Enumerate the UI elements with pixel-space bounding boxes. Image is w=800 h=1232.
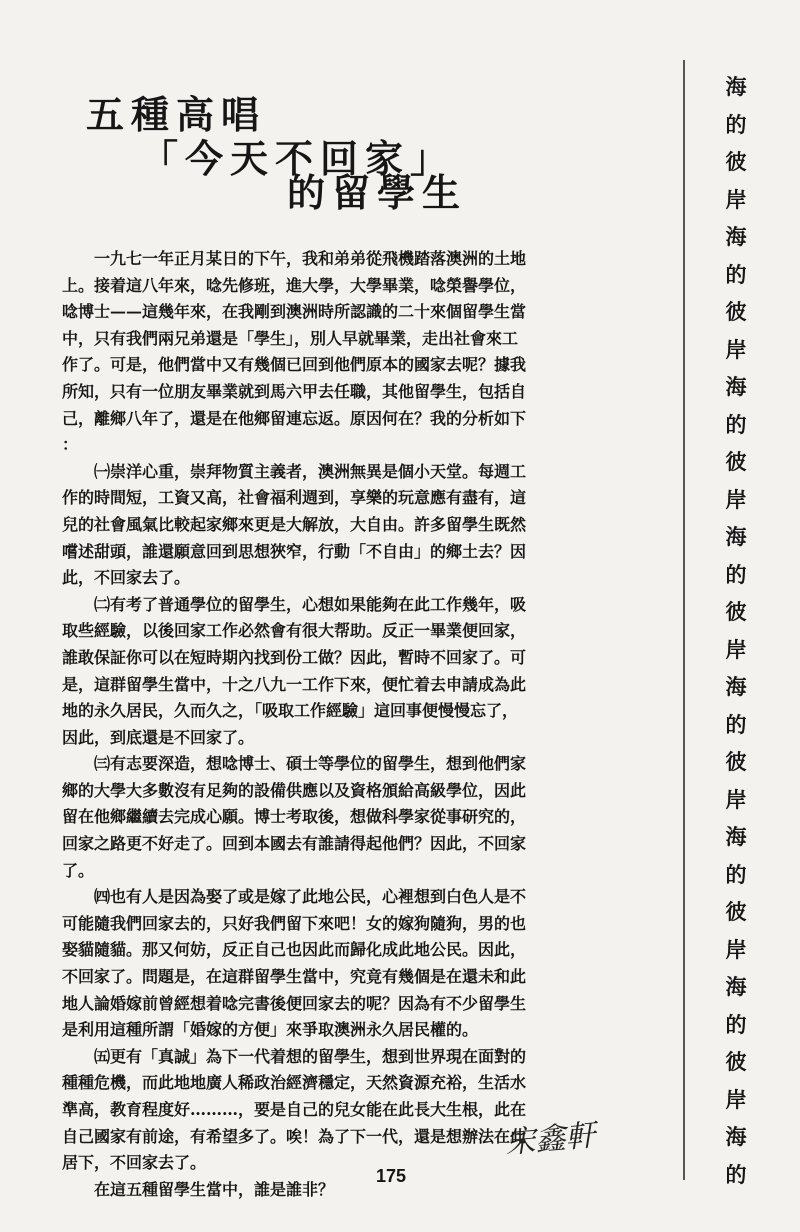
side-tab-char: 的 [725, 1011, 747, 1037]
body-line: 此，不回家去了。 [62, 568, 191, 588]
body-line: 唸博士——這幾年來，在我剛到澳洲時所認識的二十來個留學生當 [62, 302, 527, 322]
section-side-tab [713, 68, 759, 1193]
body-line: 回家之路更不好走了。回到本國去有誰請得起他們？因此，不回家 [62, 834, 527, 854]
side-tab-char: 岸 [725, 186, 747, 212]
body-line: 上。接着這八年來，唸先修班，進大學，大學畢業，唸榮譽學位， [62, 275, 527, 295]
side-tab-char: 岸 [725, 636, 747, 662]
body-line: 不回家了。問題是，在這群留學生當中，究竟有幾個是在還未和此 [62, 967, 527, 987]
body-line: 兒的社會風氣比較起家鄉來更是大解放，大自由。許多留學生既然 [62, 514, 527, 534]
body-line: 地的永久居民，久而久之，「吸取工作經驗」這回事便慢慢忘了， [62, 701, 519, 721]
side-tab-char: 海 [725, 674, 747, 699]
side-tab-char: 的 [725, 111, 747, 137]
body-line: ㈣也有人是因為娶了或是嫁了此地公民，心裡想到白色人是不 [62, 887, 527, 907]
body-line: ㈤更有「真誠」為下一代着想的留學生，想到世界現在面對的 [62, 1046, 527, 1066]
side-tab-char: 彼 [725, 149, 747, 174]
side-tab-char: 的 [725, 261, 747, 287]
title-line-2: 「今天不回家」 [140, 136, 456, 181]
side-tab-char: 岸 [725, 936, 747, 962]
side-tab-char: 岸 [725, 786, 747, 812]
side-tab-char: 海 [725, 824, 747, 849]
body-line: 是利用這種所謂「婚嫁的方便」來爭取澳洲永久居民權的。 [62, 1020, 479, 1040]
side-tab-char: 海 [725, 524, 747, 549]
side-tab-char: 海 [725, 974, 747, 999]
side-tab-char: 岸 [725, 486, 747, 512]
page-number: 175 [376, 1166, 407, 1186]
body-line: 是，這群留學生當中，十之八九一工作下來，便忙着去申請成為此 [62, 674, 527, 694]
body-line: 一九七一年正月某日的下午，我和弟弟從飛機踏落澳洲的土地 [62, 249, 527, 268]
body-line: 中，只有我們兩兄弟還是「學生」，別人早就畢業，走出社會來工 [62, 328, 519, 348]
title-line-1: 五種高唱 [86, 92, 267, 137]
side-tab-char: 的 [725, 561, 747, 587]
body-line: 取些經驗，以後回家工作必然會有很大帮助。反正一畢業便回家， [62, 621, 527, 641]
side-tab-char: 的 [725, 411, 747, 437]
body-line: 留在他鄉繼續去完成心願。博士考取後，想做科學家從事研究的， [62, 807, 527, 827]
body-line: 誰敢保証你可以在短時期內找到份工做？因此，暫時不回家了。可 [62, 647, 527, 667]
side-tab-char: 彼 [725, 449, 747, 474]
body-line: 在這五種留學生當中，誰是誰非？ [62, 1179, 335, 1199]
body-line: 居下，不回家去了。 [62, 1153, 207, 1173]
body-line: 嚐述甜頭，誰還願意回到思想狹窄，行動「不自由」的鄉土去？因 [62, 541, 527, 561]
body-line: ㈢有志要深造，想唸博士、碩士等學位的留學生，想到他們家 [62, 754, 527, 774]
body-line: ㈠崇洋心重，崇拜物質主義者，澳洲無異是個小天堂。每週工 [62, 461, 527, 481]
body-line: 自己國家有前途，有希望多了。唉！為了下一代，還是想辦法在此 [62, 1126, 527, 1146]
side-tab-char: 海 [725, 1124, 747, 1149]
body-line: 了。 [62, 860, 95, 880]
side-tab-char: 岸 [725, 1086, 747, 1112]
article-body [62, 246, 652, 1203]
body-line: 娶貓隨貓。那又何妨，反正自己也因此而歸化成此地公民。因此， [62, 940, 527, 960]
side-tab-char: 的 [725, 861, 747, 887]
side-tab-char: 的 [725, 711, 747, 737]
body-line: ㈡有考了普通學位的留學生，心想如果能夠在此工作幾年，吸 [62, 594, 527, 614]
side-tab-char: 彼 [725, 899, 747, 924]
side-tab-char: 彼 [725, 299, 747, 324]
body-line: 地人論婚嫁前曾經想着唸完書後便回家去的呢？因為有不少留學生 [62, 993, 527, 1013]
side-tab-char: 岸 [725, 336, 747, 362]
body-line: 鄉的大學大多數沒有足夠的設備供應以及資格頒給高級學位，因此 [62, 780, 527, 800]
side-tab-char: 海 [725, 224, 747, 249]
body-line: 作的時間短，工資又高，社會福利週到，享樂的玩意應有盡有，這 [62, 488, 527, 508]
side-tab-char: 海 [725, 374, 747, 399]
body-line: 己，離鄉八年了，還是在他鄉留連忘返。原因何在？我的分析如下 [62, 408, 527, 428]
side-tab-char: 彼 [725, 599, 747, 624]
body-line: ： [62, 435, 79, 455]
title-line-3: 的留學生 [287, 170, 468, 215]
margin-divider [683, 60, 685, 1180]
body-line: 種種危機，而此地地廣人稀政治經濟穩定，天然資源充裕，生活水 [62, 1073, 527, 1093]
body-line: 因此，到底還是不回家了。 [62, 727, 255, 747]
body-line: 可能隨我們回家去的，只好我們留下來吧！女的嫁狗隨狗，男的也 [62, 913, 527, 933]
side-tab-char: 彼 [725, 749, 747, 774]
body-line: 作了。可是，他們當中又有幾個已回到他們原本的國家去呢？據我 [62, 355, 527, 375]
author-signature: 宋鑫軒 [503, 1118, 597, 1161]
side-tab-char: 的 [725, 1161, 747, 1187]
side-tab-char: 彼 [725, 1049, 747, 1074]
side-tab-char: 海 [725, 74, 747, 99]
body-line: 準高，教育程度好………，要是自己的兒女能在此長大生根，此在 [62, 1100, 527, 1119]
body-line: 所知，只有一位朋友畢業就到馬六甲去任職，其他留學生，包括自 [62, 381, 527, 401]
